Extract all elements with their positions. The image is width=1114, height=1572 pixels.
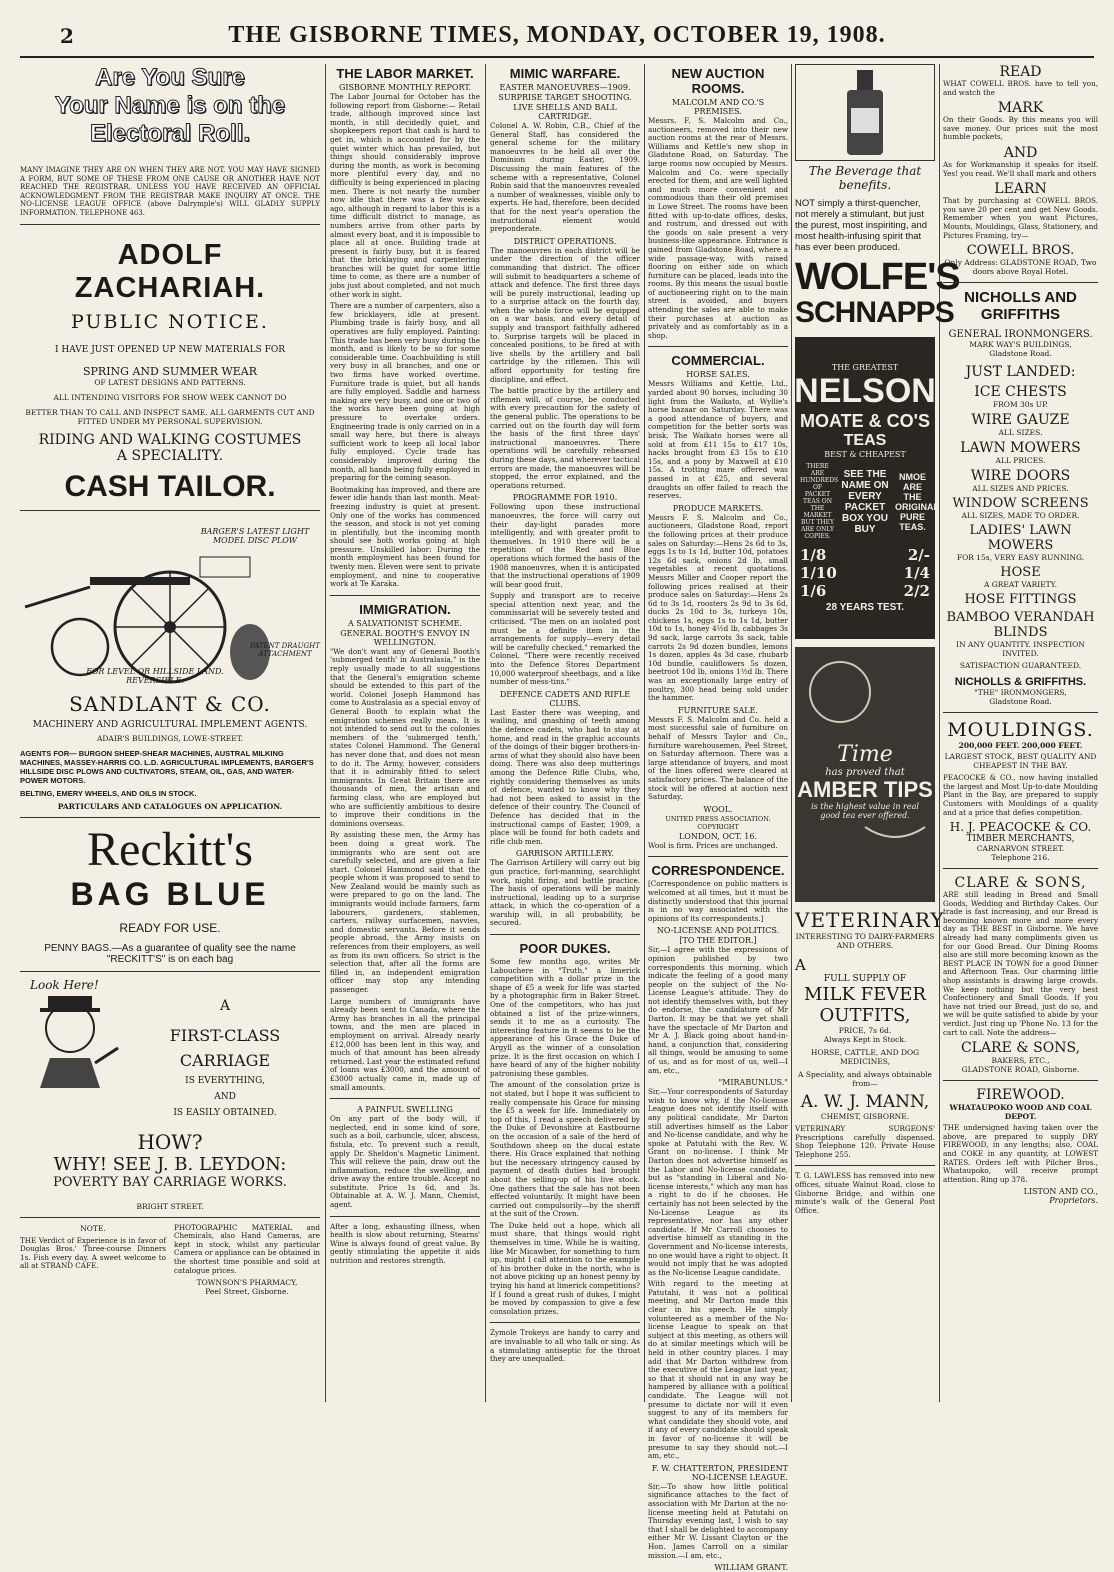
lawless-notice: T. G. LAWLESS has removed into new offices, situate Walnut Road, close to Gisborne Bridge, and within one minute's walk of the General Post Office. [795,1171,935,1215]
ad-line: LAWN MOWERS [960,440,1081,457]
electoral-roll-ad [20,64,320,218]
advertiser-name: NELSON [794,372,936,410]
article-body: Following upon these instructional manoeuvres, the force will carry out their day-light parades more intelligently, and with greater profit to themselves. In 1910 there will be a repetition of the Red and Blue operations which formed the basis of the 1908 manoeuvres, when it is anticipated that the instructional operations of 1909 will bear good fruit. [490,502,640,589]
plough-caption: BARGER'S LATEST LIGHT MODEL DISC PLOW [200,526,310,545]
ad-body: That by purchasing at COWELL BROS. you save 20 per cent and get New Goods. Remember when you want Pictures, Mounts, Mouldings, Glass, Stationery, and Pictures Framing, try— [943,196,1098,240]
masthead [0,18,1114,52]
ad-body: Zymole Trokeys are handy to carry and are invaluable to all who talk or sing. As a stimulating antiseptic for the throat they are unequalled. [490,1328,640,1364]
ad-line: READY FOR USE. [119,920,221,935]
veterinary-ad [795,908,945,1159]
ad-line: HORSE, CATTLE, AND DOG MEDICINES, [810,1048,920,1066]
article-subhead: MALCOLM AND CO.'S PREMISES. [671,98,765,116]
ad-line: ALL INTENDING VISITORS FOR SHOW WEEK CANNOT DO [53,392,287,402]
letter-signature: F. W. CHATTERTON, PRESIDENT NO-LICENSE LEAGUE. [651,1463,788,1482]
ad-heading: Electoral Roll. [89,120,251,147]
ad-line: Telephone 216. [991,853,1050,863]
article-subhead: NO-LICENSE AND POLITICS. [656,926,780,936]
article-body: Messrs F. S. Malcolm and Co. held a most successful sale of furniture on behalf of Messrs Taylor and Co., furniture warehousemen, Peel Street, on Saturday afternoon. There was a large attendance of buyers, and most of the lines offered were cleared at satisfactory prices. The balance of the stock will be offered at auction next Saturday. [648,714,788,802]
ad-line: PENNY BAGS.—As a guarantee of quality see the name "RECKITT'S" is on each bag [44,942,296,965]
ad-line: MILK FEVER [804,984,926,1005]
ad-line: OF LATEST DESIGNS AND PATTERNS. [94,377,246,387]
amber-tips-tea-ad [795,647,935,902]
ad-heading: Your Name is on the [54,92,286,119]
ad-heading: MARK [997,100,1044,117]
article-body: The manoeuvres in each district will be under the direction of the officer commanding that district. The officer will submit to headquarters a scheme of attack and defence. The first three days will be purely instructional, leading up to a surprise attack on the fourth day, when the whole force will be equipped on a war basis, and every detail of supply and transport faithfully adhered to. Surprise targets will be placed in concealed positions, to be fired at with live shells by the artillery and ball cartridge by the riflemen. This will afford opportunity for testing fire discipline, and effect. [490,245,640,384]
letter-signature: WILLIAM GRANT. [714,1563,788,1572]
ad-line: HOSE [1000,565,1041,581]
newspaper-title: THE GISBORNE TIMES, MONDAY, OCTOBER 19, 1908. [228,22,886,48]
advertiser-name: ADOLF ZACHARIAH. [74,238,266,304]
ad-line: Look Here! [30,977,99,992]
column-divider [325,64,326,1402]
ad-line: A [219,997,231,1014]
letter-signature: "MIRABUNLUS." [718,1078,788,1088]
article-body: Wool is firm. Prices are unchanged. [648,840,778,850]
article-headline: MIMIC WARFARE. [509,66,621,81]
advertiser-name: WOLFE'S [795,256,960,298]
article-subhead: HORSE SALES. [686,370,750,380]
ad-line: A [795,956,806,974]
column-5-ads [794,64,960,1402]
advertiser-name: SANDLANT & CO. [69,691,271,716]
article-headline: POOR DUKES. [519,941,611,957]
article-body: Sir,—Your correspondents of Saturday wish to know why, if the No-license League does not identify itself with any political candidate, Mr Darton still advertises himself as the Labor and No-license candidate, and why he spoke at Patutahi with the Rev. W. Grant on no-license. I think Mr Darton does not advertise himself as the Labor and No-license candidate, but as "standing in Liberal and No-license interests," which any man has a right to do if he chooses. He certainly has not been selected by the No-License League as its representative, nor has any other candidate. If Mr Carroll chooses to advertise himself as standing in the Government and No-license interests, no one would have a right to object. It would not imply that he was adopted as the No-license League candidate. [648,1087,788,1277]
tea-price: 1/8 [800,546,827,564]
ad-line: BAKERS, ETC., [991,1056,1050,1066]
ad-line: ALL SIZES. [998,428,1043,438]
article-body: The amount of the consolation prize is not stated, but I hope it was sufficient to really compensate his Grace for missing the £5 a week for life. Immediately on top of this, I read a speech delivered by the Duke of Devonshire at Eastbourne on the occasion of a sale of the herd of Southdown sheep on the ducal estate there. His Grace explained that nothing but the necessary stringency caused by payment of death duties had brought about the selling-up of his live stock. One gathers that the sale has not been effected voluntarily. It might have been carried out compulsorily—by the sheriff at the suit of the Crown. [490,1080,640,1219]
column-6-ads [943,64,1098,1402]
ad-line: GLADSTONE ROAD, Gisborne. [961,1065,1080,1075]
article-body: Bootmaking has improved, and there are fewer idle hands than last month. Meat-freezing industry is quiet at present. Only one of the works has commenced the season, and stock is not yet coming in plentifully, but the incoming month should see both works going at high pressure. Unskilled labor: During the month employment has been found for twenty men. Eleven were sent to private employment, and nine to cooperative work at Te Karaka. [330,484,480,589]
ad-heading: LEARN [994,181,1047,198]
ad-line: A SPECIALITY. [116,447,224,464]
tea-price: 2/2 [903,582,930,600]
article-body: [Correspondence on public matters is welcomed at all times, but it must be distinctly understood that this journal is in no way associated with the opinions of its correspondents.] [648,879,788,923]
ad-line: THE GREATEST [831,363,899,372]
ad-line: Gladstone Road. [989,697,1052,707]
ad-line: Only Address: GLADSTONE ROAD, Two doors above Royal Hotel. [944,258,1097,277]
ad-line: HOSE FITTINGS [964,592,1077,608]
ad-line: WIRE GAUZE [971,412,1070,429]
ad-heading: NOTE. [80,1223,106,1233]
notice-title: PUBLIC NOTICE. [71,310,269,333]
advertiser-name: A. W. J. MANN, [800,1092,930,1112]
ad-line: A Speciality, and always obtainable from— [798,1070,932,1088]
masthead-rule [20,56,1094,58]
ad-line: GENERAL IRONMONGERS. [948,329,1093,341]
ad-line: Always Kept in Stock. [823,1035,907,1044]
ad-line: AGENTS FOR— BURGON SHEEP-SHEAR MACHINES, AUSTRAL MILKING MACHINES, MASSEY-HARRIS CO. L.D. AGRICULTURAL IMPLEMENTS, BARGER'S HILLSIDE DISC PLOWS AND CULTIVATORS, STEAM, OIL, GAS, AND WATER-POWER MOTORS. [20,748,314,785]
ad-line: TEAS [843,432,887,449]
ad-line: The Beverage that benefits. [808,164,922,192]
plough-caption: FOR LEVEL OR HILLSIDE LAND. REVERSIBLE. [86,666,224,685]
nicholls-griffiths-ad [943,289,1098,706]
ad-line: JUST LANDED: [965,364,1076,381]
wolfes-schnapps-ad [795,64,960,329]
ad-line: 200,000 FEET. 200,000 FEET. [958,741,1083,751]
column-divider [791,64,792,1402]
article-body: There are a number of carpenters, also a few bricklayers, idle at present. Plumbing trade is fairly busy, and all operatives are fully employed. Painting: This trade has been very busy during the month, and is likely to be so for some considerable time. Coachbuilding is still very busy in all branches, and one or two firms have worked overtime. Furniture trade is quiet, but all hands are fully employed. Saddle and harness making are very busy, and one or two of the works have been going at high pressure to overtake orders. Engineering trade is only carried on in a small way here, but there is always sufficient work to keep all local labor fully employed. Cycle trade has considerably improved during the month, all hands being fully employed in preparing for the coming season. [330,301,480,483]
ad-line: SPRING AND SUMMER WEAR [82,364,258,378]
article-body: Sir,—I agree with the expressions of opinion published by two correspondents this morning, which indicate the feeling of a good many people on the subject of the No-License League's attitude. They do not identify themselves with, but they do endorse, the candidature of Mr Darton. It may be that we yet shall have the spectacle of Mr Darton and Mr A. J. Black going about hand-in-hand, a conjunction that, considering all things, would be amusing to some of us, and as for most of us, well—I am, etc., [648,945,788,1075]
peacocke-mouldings-ad [943,719,1098,862]
ad-line: Peel Street, Gisborne. [205,1287,289,1297]
column-4-news [648,64,788,1572]
leydon-ad [20,978,320,1198]
advertiser-name: H. J. PEACOCKE & CO. [949,820,1092,835]
ad-body: PHOTOGRAPHIC MATERIAL and Chemicals, also Hand Cameras, are kept in stock, whilst any particular Camera or appliance can be obtained in the shortest time possible and sold at catalogue prices. [174,1222,320,1275]
ad-line: CARRIAGE [179,1050,271,1070]
ad-heading: FIREWOOD. [976,1087,1065,1104]
article-dateline: LONDON, OCT. 16. [678,831,758,841]
ad-line: SATISFACTION GUARANTEED. [959,661,1082,671]
ad-heading: READ [999,64,1042,80]
ad-line: BAG BLUE [70,875,270,912]
ad-line: has proved that [825,767,905,778]
ad-line: BELTING, EMERY WHEELS, AND OILS IN STOCK. [20,788,197,798]
article-subhead: GENERAL BOOTH'S ENVOY IN WELLINGTON. [340,628,470,647]
article-body: Messrs F. S. Malcolm and Co., auctioneers, Gladstone Road, report the following prices at their produce sales on Saturday:—Hens 2s 6d to 3s, eggs 1s to 1s 1d, butter 10d, potatoes 12s 6d sack, onions 2d lb, small vegetables at recent quotations. Messrs Miller and Cooper report the following prices realised at their produce sales on Saturday:—Hens 2s 6d to 3s 1d, roosters 2s 9d to 3s 6d, ducks 2s 10d to 3s, turkeys 10s, chickens 1s, eggs 1s to 1s 1d, butter 10d to 1s, honey 4½d lb, cabbages 3s 9d sack, large carrots 3s sack, table carrots 2s 9d dozen bundles, lemons 1s dozen, apples 4s 3d case, rhubarb 10d bundle, cauliflowers 5s dozen, beetroot 10d lb, onions 1½d lb. There was an exceptionally large entry of poultry, 300 head being sold under the hammer. [648,512,788,703]
man-pointing-icon [20,988,120,1088]
ad-line: ALL PRICES. [995,456,1046,466]
article-subhead: PROGRAMME FOR 1910. [512,493,618,503]
ad-line: PARTICULARS AND CATALOGUES ON APPLICATION. [57,801,283,811]
ad-line: MACHINERY AND AGRICULTURAL IMPLEMENT AGENTS. [32,719,308,730]
tea-price: 2/- [907,546,930,564]
column-3-news [490,64,640,1402]
ad-body: PEACOCKE & CO., now having installed the largest and Most Up-to-date Moulding Plant in the Bay, are prepared to supply Customers with Mouldings of a quality and at a price that defies competition. [943,773,1098,817]
article-subhead: DEFENCE CADETS AND RIFLE CLUBS. [499,689,631,708]
ad-line: WHATAUPOKO WOOD AND COAL DEPOT. [949,1103,1092,1122]
ad-line: ICE CHESTS [974,384,1067,401]
ad-line: BAMBOO VERANDAH BLINDS [946,610,1095,641]
ad-line: LARGEST STOCK, BEST QUALITY AND CHEAPEST IN THE BAY. [944,752,1097,771]
ad-line: is the highest value in real good tea ever offered. [811,802,919,820]
advertiser-name: CLARE & SONS, [954,875,1087,892]
ad-body: After a long, exhausting illness, when health is slow about returning, Stearns' Wine is always found of great value. By gently stimulating the appetite it aids nutrition and restores strength. [330,1221,480,1266]
strand-cafe-ad [20,1224,166,1297]
ad-line: Proprietors. [1049,1196,1098,1206]
ad-line: THERE ARE HUNDREDS OF PACKET TEAS ON THE MARKET BUT THEY ARE ONLY COPIES. [800,463,839,540]
ad-body: NOT simply a thirst-quencher, not merely a stimulant, but just the purest, most inspiriting, and most health-infusing spirit that has ever been produced. [795,198,928,253]
tea-price: 1/10 [800,564,837,582]
ad-body: THE Verdict of Experience is in favor of Douglas Bros.' Three-course Dinners 1s. Fish every day. A sweet welcome to all at STRAND CAFE. [20,1235,166,1271]
ad-line: NMOE ARE THE ORIGINAL PURE TEAS. [895,471,939,532]
article-subhead: GISBORNE MONTHLY REPORT. [338,83,472,92]
article-body: By assisting these men, the Army has been doing a great work. The immigrants who are sent out are carefully selected, and are given a fair start. Colonel Hammond said that the people whom it was proposed to send to New Zealand would be mainly such as were prepared to go on the land. The immigrants would include farmers, farm labourers, gardeners, stablemen, carters, railway surfacemen, navvies, and domestic servants. Before it sends people abroad, the Army insists on references from their employers, as well as from its own officers. So strict is the selection that, after all the forms are filled in, an independent emigration officer may stop any intending passenger. [330,830,480,994]
article-body: Messrs. F. S. Malcolm and Co., auctioneers, removed into their new auction rooms at the rear of Messrs. Williams and Kettle's new shop in Gladstone Road, on Saturday. The large rooms now occupied by Messrs. Malcolm and Co. were specially erected for them, and are well lighted and much more convenient and commodious than their old premises in Lowe Street. The rooms have been fitted with up-to-date offices, desks, and rostrum, and dressed out with the goods on sale present a very business-like appearance. Entrance is gained from Gladstone Road, where a wide passage-way, with raised flooring on either side on which furniture can be placed, leads into the rooms. By this means the usual bustle of auctioneering right on to the main street is avoided, and buyers attending the sales are able to make their purchases at auction as privately and as comfortably as in a shop. [648,116,788,340]
ad-line: BETTER THAN TO CALL AND INSPECT SAME. ALL GARMENTS CUT AND FITTED UNDER MY PERSONAL SUPERVISION. [25,407,315,426]
article-headline: NEW AUCTION ROOMS. [671,66,765,96]
ad-body: THE undersigned having taken over the above, are prepared to supply DRY FIREWOOD, in any lengths; also, COAL and COKE in any quantity, at LOWEST RATES. Orders left with Pilcher Bros., Whataupoko, will receive prompt attention. Ring up 378. [943,1123,1098,1184]
bottle-icon [835,68,895,158]
article-body: The Labor Journal for October has the following report from Gisborne:— Retail trade, although improved since last month, is still decidedly quiet, and shopkeepers report that cash is hard to get in, which is accounted for by the quiet winter which has prevailed, but things should considerably improve during the month, as work is becoming more plentiful every day, and no difficulty is being experienced in placing men. There is not nearly the number now idle that there was a few weeks ago, although in regard to labor this is a time difficult district to manage, as numbers arrive from other parts by almost every boat, and it is impossible to place all at once. Building trade at present is fairly busy, but it is feared that the bricklaying and carpentering branches will be quiet for some little time to come, as there are a number of jobs just about completed, and not much other work in sight. [330,92,480,299]
article-body: Some few months ago, writes Mr Labouchere in "Truth," a limerick competition with a dollar prize in the shape of £5 a week for life was started by a photographic firm in Baker Street. One of the competitors, who has just obtained a list of the prize-winners, sends it to me as a curiosity. The interesting feature in it seems to be the appearance of his Grace the Duke of Argyll as the winner of a consolation prize. It is the first occasion on which I have heard of any of the higher nobility patronising these gambles. [490,957,640,1078]
ad-line: ALL SIZES AND PRICES. [972,484,1069,494]
ad-line: RIDING AND WALKING COSTUMES [38,431,302,448]
advertiser-name: NICHOLLS & GRIFFITHS. [954,676,1087,689]
ad-body: WHAT COWELL BROS. have to tell you, and watch the [943,79,1098,97]
townson-pharmacy-ad [174,1224,320,1297]
column-divider [644,64,645,1402]
article-body: "We don't want any of General Booth's 'submerged tenth' in Australasia," is the reply usually made to all suggestions that the General's emigration scheme should be extended to this part of the world. Colonel Joseph Hammond has come to Australasia as a special envoy of General Booth to explain what the emigration schemes really mean. It is not intended to send out to the colonies members of the 'submerged tenth,' states Colonel Hammond. The General has never done that, and does not mean to do it. The Army, however, considers that it is admirably fitted to select immigrants. In Great Britain there are thousands of men, the artisan and farming class, who are employed but who are sufficiently ambitious to desire to improve their conditions in the dominions overseas. [330,646,480,828]
article-subhead: GARRISON ARTILLERY. [515,849,615,859]
cowell-bros-ad [943,64,1098,276]
ad-line: TOWNSON'S PHARMACY, [196,1278,298,1288]
ad-line: WIRE DOORS [970,468,1071,485]
ad-line: FROM 30s UP. [992,400,1049,410]
firewood-ad [943,1087,1098,1205]
ad-line: I HAVE JUST OPENED UP NEW MATERIALS FOR [54,344,286,355]
ad-heading: A PAINFUL SWELLING [357,1105,453,1115]
advertiser-name: COWELL BROS. [966,243,1075,259]
article-subhead: LIVE SHELLS AND BALL CARTRIDGE. [513,103,617,121]
ad-line: IS EASILY OBTAINED. [173,1107,277,1118]
ad-line: Time [837,742,893,767]
article-subhead: WOOL. [703,804,733,814]
article-subhead: A SALVATIONIST SCHEME. [347,618,463,628]
ad-line: A GREAT VARIETY. [983,580,1058,590]
advertiser-name: MOATE & CO'S [800,411,930,431]
advertiser-name: NICHOLLS AND GRIFFITHS [964,289,1077,324]
tea-price: 1/4 [903,564,930,582]
ad-line: "THE" IRONMONGERS, [974,688,1067,698]
ad-line: HOW? [137,1129,203,1154]
ad-line: Gladstone Road. [989,349,1052,359]
article-credit: UNITED PRESS ASSOCIATION. COPYRIGHT [665,814,771,831]
sandlant-ad [20,692,320,811]
reckitts-ad [20,824,320,965]
ad-line: OUTFITS, [819,1005,911,1026]
page-number: 2 [60,24,74,48]
ad-line: POVERTY BAY CARRIAGE WORKS. [53,1174,287,1190]
ad-heading: AND [1003,144,1038,161]
ad-body: On their Goods. By this means you will save money. Our prices suit the most humble pockets, [943,115,1098,142]
article-body: Messrs Williams and Kettle, Ltd., yarded about 90 horses, including 30 light from the Waikato, at Wyllie's horse bazaar on Saturday. There was a good attendance of buyers, and competition for the better sorts was brisk. The Waikato horses were all sold at from £11 15s to £17 10s, hacks brought from £3 15s to £10 15s, and a pony by Maxwell at £10 15s. A trotting mare offered was passed in at £25, and several draughts on offer failed to reach the reserves. [648,379,788,501]
ad-line: SEE THE NAME ON EVERY PACKET BOX YOU BUY [841,468,889,535]
ad-line: IS EVERYTHING, [185,1075,265,1086]
tea-price: 1/6 [800,582,827,600]
article-body: Supply and transport are to receive special attention next year, and the commissariat will be severely tested and criticised. "The men on an isolated post must be a definite item in the arrangements for supply—every detail will be carefully checked," remarked the Colonel. "There were recently received into the Defence Stores Department 10,000 waterproof sheetbags, and a like number of mess-tins." [490,591,640,687]
ad-body: As for Workmanship it speaks for itself. Yes! you read. We'll shall mark and others [943,159,1098,178]
article-body: Colonel A. W. Robin, C.B., Chief of the General Staff, has considered the general scheme for the military manoeuvres to be held all over the Dominion during Easter, 1909. Discussing the main features of the scheme with a representative, Colonel Robin said that the manoeuvres revealed a number of weaknesses, visible only to experts. He had, therefore, been decided that for the next year's operation the instructional element would preponderate. [490,121,640,234]
ad-line: FIRST-CLASS [169,1025,281,1045]
article-body: The battle practice by the artillery and riflemen will, of course, be conducted with every precaution for the safety of the general public. The operations to be carried out on the fourth day will form the basis of the first three days' instructional manoeuvres. There operations will be carefully rehearsed during these days, and wherever tactical errors are made, the manoeuvres will be stopped, the error explained, and the operations returned. [490,386,640,490]
advertiser-name: AMBER TIPS [797,777,933,802]
article-subhead: SURPRISE TARGET SHOOTING. [498,93,632,102]
article-body: Large numbers of immigrants have already been sent to Canada, where the Army has branches in all the principal towns, and the men are placed in employment on arrival. Already nearly £12,000 has been lent in this way, and much of that amount has been already returned. Last year the estimated refund of loans was £3000, and the amount of £3000 actually came in, made up of small amounts. [330,996,480,1092]
advertiser-name: LISTON AND CO., [1023,1187,1098,1197]
clare-sons-ad [943,875,1098,1074]
article-subhead: [TO THE EDITOR.] [679,936,757,946]
ad-line: AND [214,1091,236,1102]
ad-line: CHEMIST, GISBORNE. [820,1112,910,1121]
article-headline: COMMERCIAL. [671,353,765,369]
ad-line: CARNARVON STREET. [976,844,1065,854]
ad-line: FULL SUPPLY OF [823,974,907,984]
ad-line: INTERESTING TO DAIRY-FARMERS AND OTHERS. [795,932,935,950]
advertiser-name: Reckitt's [87,822,253,876]
ad-line: ADAIR'S BUILDINGS, LOWE-STREET. [97,733,243,743]
ad-line: ALL SIZES, MADE TO ORDER. [961,511,1080,521]
column-2-news [330,64,480,1402]
ad-body: On any part of the body will, if neglected, end in some kind of sore, such as a boil, carbuncle, ulcer, abscess, fistula, etc. To prevent such a result, apply Dr. Sheldon's Magnetic Liniment. This will relieve the pain, draw out the inflammation, reduce the swelling, and drive away the entire trouble. Accept no substitute. Price 1s 6d, and 3s. Obtainable at A. W. J. Mann, Chemist, agent. [330,1114,480,1210]
column-1-ads [20,64,320,1402]
article-body: Sir,—To show how little political significance attaches to the fact of association with Mr Darton at the no-license meeting held at Patutahi on Thursday evening last, I wish to say that I shall be delighted to accompany either Mr W. Lissant Clayton or the Hon. James Carroll on a similar mission.—I am, etc., [648,1481,788,1560]
ad-line: FOR 15s, VERY EASY RUNNING. [956,553,1085,563]
column-divider [485,64,486,1402]
ad-line: MARK WAY'S BUILDINGS, [969,340,1072,350]
ad-line: TIMBER MERCHANTS, [966,834,1075,845]
article-body: The Garrison Artillery will carry out big gun practice, fort-manning, searchlight work, night firing, and battle practice. The basis of operations will be mainly instructional, leading up to a surprise attack, in which the co-operation of a warship will, in all probability, be secured. [490,858,640,928]
ad-body: VETERINARY SURGEONS' Prescriptions carefully dispensed. Shop Telephone 120. Private House Telephone 255. [795,1124,935,1159]
article-subhead: FURNITURE SALE. [678,705,758,715]
article-headline: CORRESPONDENCE. [651,863,785,879]
ad-line: IN ANY QUANTITY. INSPECTION INVITED. [956,640,1085,659]
article-subhead: EASTER MANOEUVRES—1909. [499,83,631,92]
zachariah-ad [20,239,320,504]
article-subhead: PRODUCE MARKETS. [672,503,764,513]
ad-line: WINDOW SCREENS [952,496,1089,512]
article-headline: IMMIGRATION. [359,601,451,617]
ad-line: 28 YEARS TEST. [825,602,905,613]
nelson-moate-tea-ad [794,337,939,639]
ad-line: CASH TAILOR. [64,469,276,503]
article-body: With regard to the meeting at Patutahi, it was not a political meeting, and Mr Darton made this clear in his speech. He simply volunteered as a member of the No-license League to speak on that subject at this meeting, as others will do at similar meetings which will be held in other country places. I may add that Mr Darton withdrew from the executive of the League last year, so that it should not in any way be hampered by alliance with a political candidate. The League will not presume to dictate nor will it even suggest to any of its members for what candidate they should vote, and if any of every candidate should speak in favor of no-license it will be presume to say they should not.—I am, etc., [648,1279,788,1461]
article-body: The Duke held out a hope, which all must share, that things would right themselves in time. While he is waiting, like Mr Micawber, for something to turn up, might I call attention to the example of his brother duke in the north, who is not above picking up an honest penny by trying his hand at limerick competitions? If I found a great rush of dukes, I might be moved by compassion to give a few consolation prizes. [490,1220,640,1316]
advertiser-name: CLARE & SONS, [960,1040,1081,1057]
article-subhead: DISTRICT OPERATIONS. [513,236,617,246]
ad-body: ARE still leading in Bread and Small Goods, Wedding and Birthday Cakes. Our trade is fast increasing, and our Bread is becoming known more and more every day as THE BEST in Gisborne. We have already had many compliments given us for our Good Bread. Our Dining Rooms also are still more becoming known as the BEST PLACE IN TOWN for a good Dinner and Afternoon Teas. Our charming little shop assistants is drawing large crowds. We keep nothing but the very best Confectionery and Small Goods. If you have not tried our Bread, just do so, and we will be quite satisfied to abide by your verdict. Just ring up 'Phone No. 13 for the cart to call. Note the address— [943,890,1098,1037]
ad-line: LADIES' LAWN MOWERS [969,523,1072,554]
ad-line: WHY! SEE J. B. LEYDON: [53,1153,287,1175]
ad-line: PRICE, 7s 6d. [838,1026,892,1035]
ad-heading: Are You Sure [95,64,245,91]
ad-line: BEST & CHEAPEST [824,450,906,459]
plough-caption: PATENT DRAUGHT ATTACHMENT [250,641,320,658]
ad-heading: VETERINARY [795,908,945,932]
article-headline: THE LABOR MARKET. [336,66,474,81]
ad-heading: MOULDINGS. [947,719,1094,742]
ad-body: MANY IMAGINE THEY ARE ON WHEN THEY ARE NOT. YOU MAY HAVE SIGNED A FORM, BUT SOME OF THESE FROM ONE CAUSE OR ANOTHER HAVE NOT REACHED THE REGISTRAR. UNLESS YOU HAVE RECEIVED AN OFFICIAL ACKNOWLEDGMENT FROM THE REGISTRAR MAKE INQUIRY AT ONCE. THE NO-LICENSE LEAGUE OFFICE (above Dalrymple's) WILL GLADLY SUPPLY INFORMATION. TELEPHONE 463. [20,166,320,217]
ad-line: BRIGHT STREET. [136,1201,204,1211]
article-body: Last Easter there was weeping, and wailing, and gnashing of teeth among the defence cadets, who had to stay at home, and read in the graphic accounts of the doings of their bigger brothers-in-arms of what they should also have been doing. There was also deep mutterings among the Defence Rifle Clubs, who, rightly considering themselves as units of defence, wanted to know why they had not been asked to assist in the defence of their country. The Council of Defence has decided that in the instructional camps of Easter, 1909, a place will be found for both cadets and rifle club men. [490,707,640,846]
plough-illustration [20,517,320,692]
advertiser-name: SCHNAPPS [795,296,954,329]
